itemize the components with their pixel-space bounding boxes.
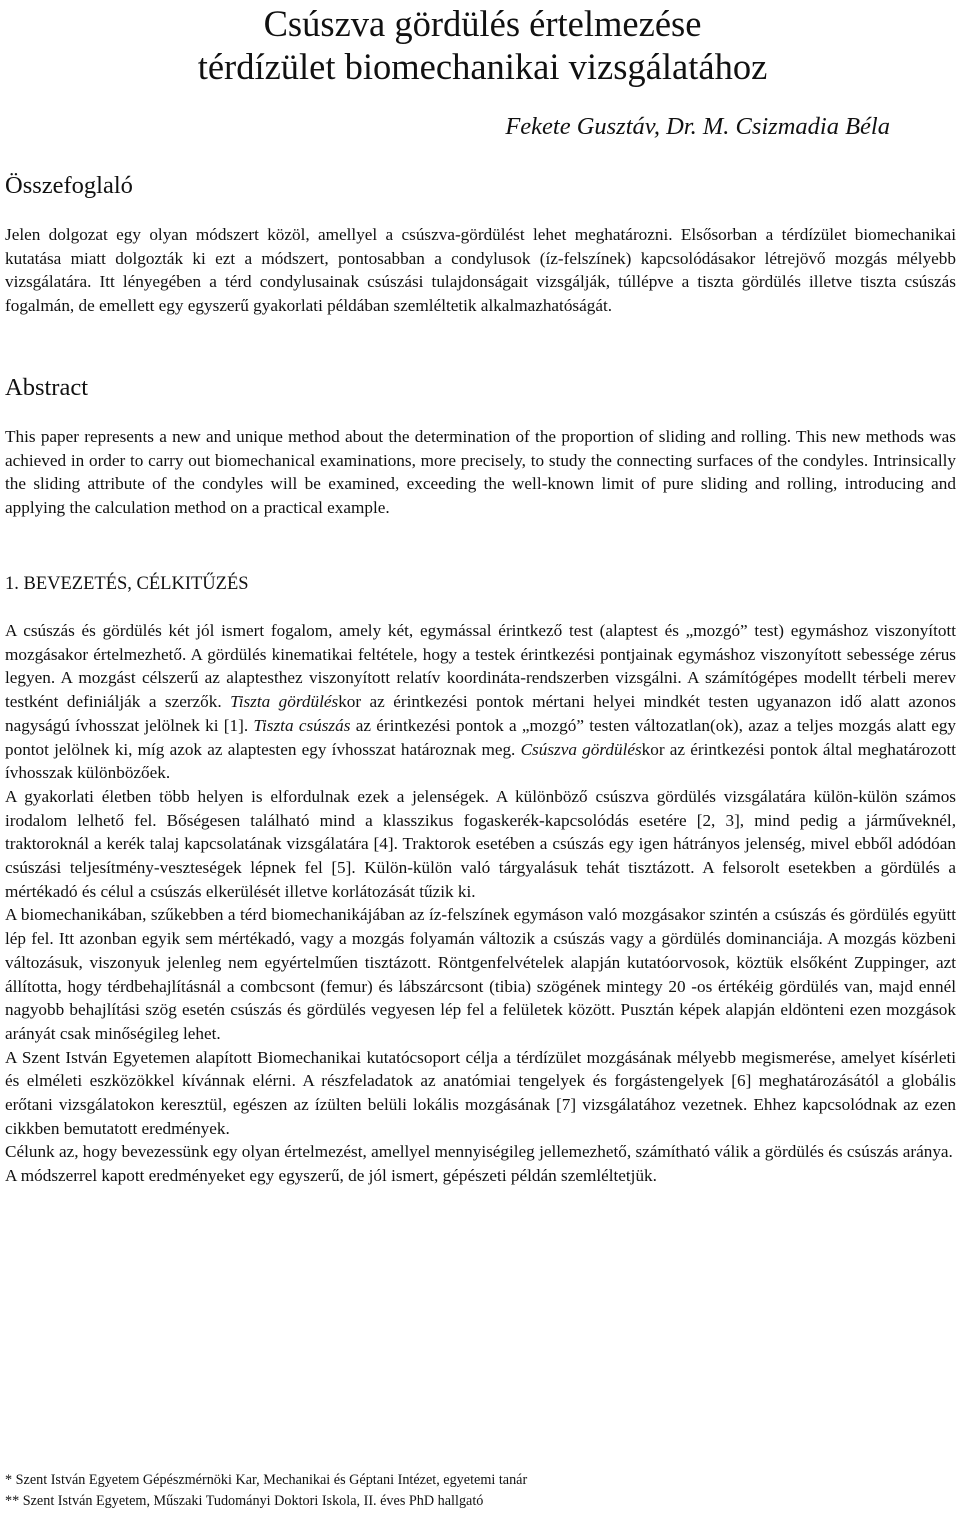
abstract-en-text: This paper represents a new and unique method about the determination of the proportion of sliding and rolling. This new methods was achieved in order to carry out biomechanical examinations, more precisely, to study the connecting surfaces of the condyles. Intrinsically the sliding attribute of the condyles will be examined, exceeding the well-known limit of pure sliding and rolling, introducing and applying the calculation method on a practical example. <box>5 427 956 518</box>
footnote-2: ** Szent István Egyetem, Műszaki Tudományi Doktori Iskola, II. éves PhD hallgató <box>5 1493 484 1509</box>
intro-p1-part-a: A csúszás és gördülés két jól ismert fogalom, amely két, egymással érintkező test (alaptest és „mozgó” test) egymáshoz viszonyított mozgásakor értelmezhető. A gördülés kinematikai feltétele, hogy a testek érintkezési pontjainak egymáshoz viszonyított sebessége zérus legyen. A mozgást célszerű az alaptesthez viszonyított relatív koordináta-rendszerben vizsgálni. A számítógépes modellt térbeli merev testként definiálják a szerzők. <box>5 621 956 712</box>
term-csuszva-gordules: Csúszva gördülés <box>520 739 642 759</box>
intro-p1-part-d: kor az érintkezési pontok által meghatározott ívhosszak különbözőek. <box>5 739 957 783</box>
footnotes <box>5 1470 956 1512</box>
authors: Fekete Gusztáv, Dr. M. Csizmadia Béla <box>505 113 890 140</box>
title-line-2: térdízület biomechanikai vizsgálatához <box>197 46 768 87</box>
footnote-1: * Szent István Egyetem Gépészmérnöki Kar, Mechanikai és Géptani Intézet, egyetemi tanár <box>5 1472 528 1488</box>
heading-introduction: 1. BEVEZETÉS, CÉLKITŰZÉS <box>5 574 249 594</box>
intro-paragraph-6: A módszerrel kapott eredményeket egy egyszerű, de jól ismert, gépészeti példán szemléltetjük. <box>5 1166 657 1186</box>
intro-p1-part-b: kor az érintkezési pontok mértani helyei mindkét testen ugyanazon idő alatt azonos nagyságú ívhosszat jelölnek ki [1]. <box>5 692 956 735</box>
paper-title <box>5 2 956 88</box>
term-tiszta-gordules: Tiszta gördülés <box>230 692 339 712</box>
introduction-body <box>5 619 956 1188</box>
intro-p1-part-c: az érintkezési pontok a „mozgó” testen változatlan(ok), azaz a teljes mozgás alatt egy pontot jelölnek ki, míg azok az alaptesten egy ívhosszat határoznak meg. <box>5 715 957 759</box>
heading-osszefoglalo: Összefoglaló <box>5 172 133 199</box>
abstract-hu-text: Jelen dolgozat egy olyan módszert közöl, amellyel a csúszva-gördülést lehet meghatározni. Elsősorban a térdízület biomechanikai kutatása miatt dolgozták ki ezt a módszert, pontosabban a condylusok (íz-felszínek) kapcsolódásakor létrejövő mozgás mélyebb vizsgálatára. Itt lényegében a térd condylusainak csúszási tulajdonságait vizsgálják, túllépve a tiszta gördülés illetve tiszta csúszás fogalmán, de emellett egy egyszerű gyakorlati példában szemléltetik alkalmazhatóságát. <box>5 225 956 316</box>
intro-paragraph-5: Célunk az, hogy bevezessünk egy olyan értelmezést, amellyel mennyiségileg jellemezhető, számítható válik a gördülés és csúszás aránya. <box>5 1142 953 1162</box>
heading-abstract: Abstract <box>5 374 88 401</box>
intro-paragraph-3: A biomechanikában, szűkebben a térd biomechanikájában az íz-felszínek egymáson való mozgásakor szintén a csúszás és gördülés együtt lép fel. Itt azonban egyik sem mértékadó, vagy a mozgás folyamán változik a csúszás vagy a gördülés dominanciája. A mozgás közbeni változásuk, viszonyuk jelenleg nem egyértelműen tisztázott. Röntgenfelvételek alapján kutatóorvosok, köztük elsőként Zuppinger, azt állította, hogy térdbehajlításnál a combcsont (femur) és lábszárcsont (tibia) szögének mintegy 20 -os értékéig gördülés van, majd ennél nagyobb behajlítási szög esetén csúszás és gördülés vegyesen lép fel a felületek között. Pusztán képek alapján eldönteni ezen mozgások arányát csak minőségileg lehet. <box>5 905 956 1043</box>
intro-paragraph-4: A Szent István Egyetemen alapított Biomechanikai kutatócsoport célja a térdízület mozgásának mélyebb megismerése, amelyet kísérleti és elméleti eszközökkel kívánnak elérni. A részfeladatok az anatómiai tengelyek és forgástengelyek [6] meghatározásától a globális erőtani vizsgálatokon keresztül, egészen az ízülten belüli lokális mozgásának [7] vizsgálatához vezetnek. Ehhez kapcsolódnak az ezen cikkben bemutatott eredmények. <box>5 1047 956 1138</box>
title-line-1: Csúszva gördülés értelmezése <box>263 3 702 44</box>
intro-paragraph-2: A gyakorlati életben több helyen is elfordulnak ezek a jelenségek. A különböző csúszva gördülés vizsgálatára külön-külön számos irodalom lelhető fel. Bőségesen található mind a klasszikus fogaskerék-kapcsolódás esetére [2, 3], mind pedig a járműveknél, traktoroknál a kerék talaj kapcsolatának vizsgálatára [4]. Traktorok esetében a csúszás egy igen hátrányos jelenség, mivel ebből adódóan csúszási teljesítmény-veszteségek lépnek fel [5]. Külön-külön való tárgyalásuk tehát tisztázott. A felsorolt esetekben a gördülés a mértékadó és célul a csúszás elkerülését illetve korlátozását tűzik ki. <box>5 786 956 901</box>
term-tiszta-csuszas: Tiszta csúszás <box>253 715 351 735</box>
intro-paragraph-1 <box>5 619 956 785</box>
